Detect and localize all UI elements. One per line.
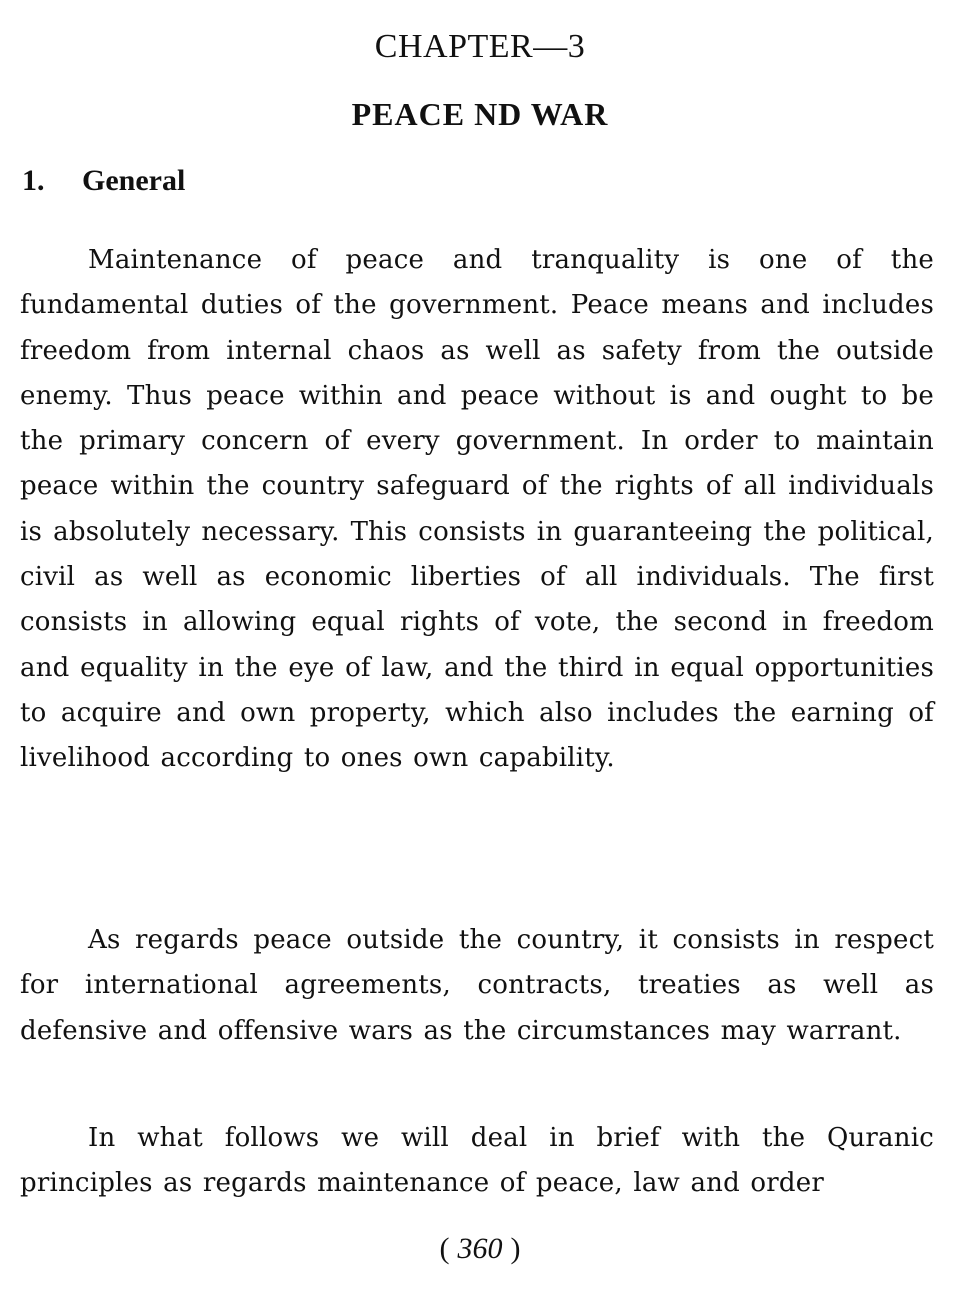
section-heading xyxy=(22,164,185,198)
paragraph-2: As regards peace outside the country, it consists in respect for international agreements, contracts, treaties as well as defensive and offensive wars as the circumstances may warrant. xyxy=(20,925,934,1046)
chapter-label: CHAPTER—3 xyxy=(374,28,586,65)
page-number-close-paren: ) xyxy=(510,1232,521,1265)
page-number-open-paren: ( xyxy=(439,1232,450,1265)
page-number xyxy=(0,1232,960,1266)
paragraph-3: In what follows we will deal in brief with the Quranic principles as regards maintenance of peace, law and order xyxy=(20,1123,934,1199)
section-title: General xyxy=(82,164,186,197)
paragraph-1: Maintenance of peace and tranquality is one of the fundamental duties of the government. Peace means and includes freedom from internal chaos as well as safety from the outside enemy. Thus peace within and peace without is and ought to be the primary concern of every government. In order to maintain peace within the country safeguard of the rights of all individuals is absolutely necessary. This consists in guaranteeing the political, civil as well as economic liberties of all individuals. The first consists in allowing equal rights of vote, the second in freedom and equality in the eye of law, and the third in equal opportunities to acquire and own property, which also includes the earning of livelihood according to ones own capability. xyxy=(20,245,934,774)
chapter-title: PEACE ND WAR xyxy=(351,96,609,132)
section-number: 1. xyxy=(22,164,45,197)
page-number-value: 360 xyxy=(457,1232,503,1265)
